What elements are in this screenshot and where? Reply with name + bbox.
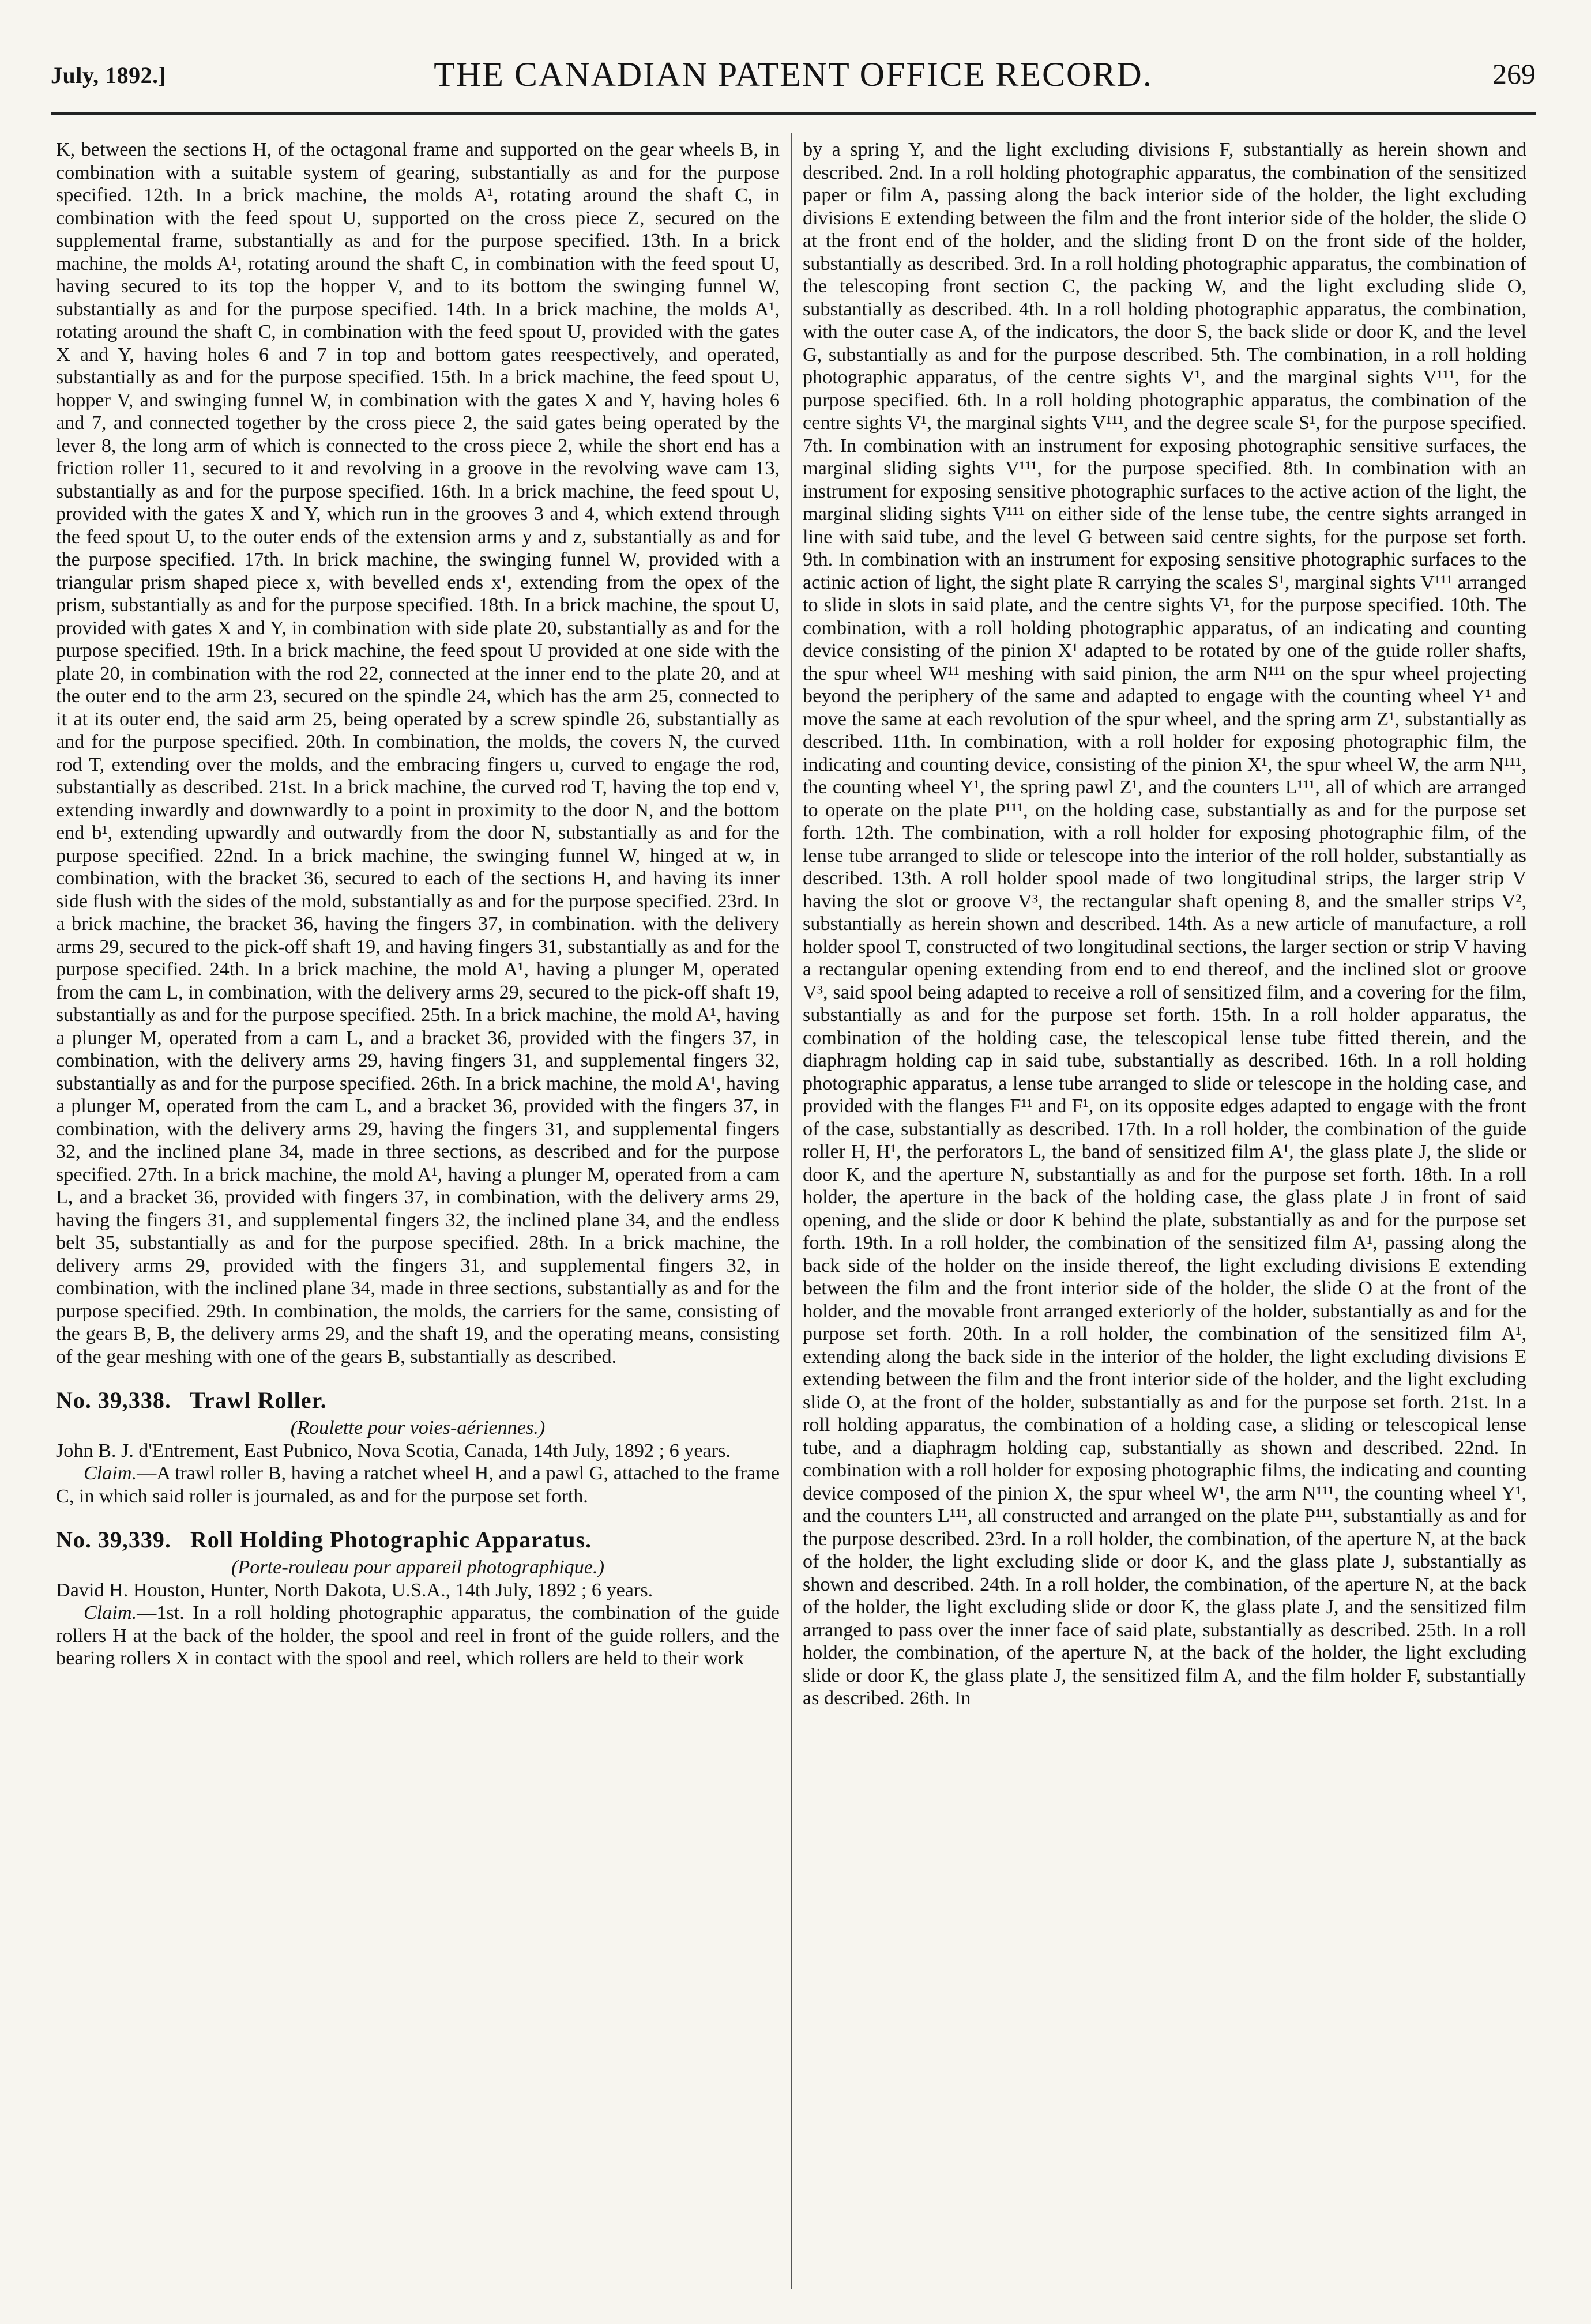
patent-inventor: John B. J. d'Entrement, East Pubnico, Nova Scotia, Canada, 14th July, 1892 ; 6 years. [56,1440,731,1462]
patent-title: Roll Holding Photographic Apparatus. [190,1527,592,1553]
header-rule [51,112,1536,115]
patent-number: No. 39,339. [56,1527,171,1553]
patent-title: Trawl Roller. [190,1387,327,1413]
column-divider [791,133,792,2289]
journal-title: THE CANADIAN PATENT OFFICE RECORD. [434,55,1153,93]
claim-lead: Claim. [84,1602,137,1624]
patent-french-title: (Roulette pour voies-aériennes.) [290,1417,546,1438]
issue-date: July, 1892.] [51,62,167,88]
patent-inventor: David H. Houston, Hunter, North Dakota, U.S.A., 14th July, 1892 ; 6 years. [56,1579,653,1601]
claims-continuation: K, between the sections H, of the octagonal frame and supported on the gear wheels B, in combination with a suitable system of gearing, substantially as and for the purpose specified. 12th. In a brick machine, the molds A¹, rotating around the shaft C, in combination with the feed spout U, supported on the cross piece Z, secured on the supplemental frame, substantially as and for the purpose specified. 13th. In a brick machine, the molds A¹, rotating around the shaft C, in combination with the feed spout U, having secured to its top the hopper V, and to its bottom the swinging funnel W, substantially as and for the purpose specified. 14th. In a brick machine, the molds A¹, rotating around the shaft C, in combination with the feed spout U, provided with the gates X and Y, having holes 6 and 7 in top and bottom gates reespectively, and operated, substantially as and for the purpose specified. 15th. In a brick machine, the feed spout U, hopper V, and swinging funnel W, in combination with the gates X and Y, having holes 6 and 7, and connected together by the cross piece 2, the said gates being operated by the lever 8, the long arm of which is connected to the cross piece 2, while the short end has a friction roller 11, secured to it and revolving in a groove in the revolving wave cam 13, substantially as and for the purpose specified. 16th. In a brick machine, the feed spout U, provided with the gates X and Y, which run in the grooves 3 and 4, which extend through the feed spout U, to the outer ends of the extension arms y and z, substantially as and for the purpose specified. 17th. In brick machine, the swinging funnel W, provided with a triangular prism shaped piece x, with bevelled ends x¹, extending from the opex of the prism, substantially as and for the purpose specified. 18th. In a brick machine, the spout U, provided with gates X and Y, in combination with side plate 20, substantially as and for the purpose specified. 19th. In a brick machine, the feed spout U provided at one side with the plate 20, in combination with the rod 22, connected at the inner end to the plate 20, and at the outer end to the arm 23, secured on the spindle 24, which has the arm 25, connected to it at its outer end, the said arm 25, being operated by a screw spindle 26, substantially as and for the purpose specified. 20th. In combination, the molds, the covers N, the curved rod T, extending over the molds, and the embracing fingers u, curved to engage the rod, substantially as described. 21st. In a brick machine, the curved rod T, having the top end v, extending inwardly and downwardly to a point in proximity to the door N, and the bottom end b¹, extending upwardly and outwardly from the door N, substantially as and for the purpose specified. 22nd. In a brick machine, the swinging funnel W, hinged at w, in combination, with the bracket 36, secured to each of the sections H, and having its inner side flush with the sides of the mold, substantially as and for the purpose specified. 23rd. In a brick machine, the bracket 36, having the fingers 37, in combination. with the delivery arms 29, secured to the pick-off shaft 19, and having fingers 31, substantially as and for the purpose specified. 24th. In a brick machine, the mold A¹, having a plunger M, operated from the cam L, in combination, with the delivery arms 29, secured to the pick-off shaft 19, substantially as and for the purpose specified. 25th. In a brick machine, the mold A¹, having a plunger M, operated from a cam L, and a bracket 36, provided with the fingers 37, in combination, with the delivery arms 29, having fingers 31, and supplemental fingers 32, substantially as and for the purpose specified. 26th. In a brick machine, the mold A¹, having a plunger M, operated from the cam L, and a bracket 36, provided with the fingers 37, in combination, with the delivery arms 29, having the fingers 31, and supplemental fingers 32, and the inclined plane 34, made in three sections, as described and for the purpose specified. 27th. In a brick machine, the mold A¹, having a plunger M, operated from a cam L, and a bracket 36, provided with fingers 37, in combination, with the delivery arms 29, having the fingers 31, and supplemental fingers 32, the inclined plane 34, and the endless belt 35, substantially as and for the purpose specified. 28th. In a brick machine, the delivery arms 29, provided with the fingers 31, and supplemental fingers 32, in combination, with the inclined plane 34, made in three sections, substantially as and for the purpose specified. 29th. In combination, the molds, the carriers for the same, consisting of the gears B, B, the delivery arms 29, and the shaft 19, and the operating means, consisting of the gear meshing with one of the gears B, substantially as described. [56,139,780,1368]
left-column [56,138,780,1670]
page-number: 269 [1492,58,1536,90]
claim-lead: Claim. [84,1463,137,1484]
claim-text: —A trawl roller B, having a ratchet wheel H, and a pawl G, attached to the frame C, in which said roller is journaled, as and for the purpose set forth. [56,1463,780,1507]
patent-claim [56,1462,780,1508]
claim-text: —1st. In a roll holding photographic apparatus, the combination of the guide rollers H at the back of the holder, the spool and reel in front of the guide rollers, and the bearing rollers X in contact with the spool and reel, which rollers are held to their work [56,1602,780,1669]
patent-number: No. 39,338. [56,1387,171,1413]
claims-continued: by a spring Y, and the light excluding divisions F, substantially as herein shown and described. 2nd. In a roll holding photographic apparatus, the combination of the sensitized paper or film A, passing along the back interior side of the holder, the light excluding divisions E extending between the film and the front interior side of the holder, the slide O at the front end of the holder, and the sliding front D on the front side of the holder, substantially as described. 3rd. In a roll holding photographic apparatus, the combination of the telescoping front section C, the packing W, and the light excluding slide O, substantially as described. 4th. In a roll holding photographic apparatus, the combination, with the outer case A, of the indicators, the door S, the back slide or door K, and the level G, substantially as and for the purpose described. 5th. The combination, in a roll holding photographic apparatus, of the centre sights V¹, and the marginal sights V¹¹¹, for the purpose specified. 6th. In a roll holding photographic apparatus, the combination of the centre sights V¹, the marginal sights V¹¹¹, and the degree scale S¹, for the purpose specified. 7th. In combination with an instrument for exposing photographic sensitive surfaces, the marginal sliding sights V¹¹¹, for the purpose specified. 8th. In combination with an instrument for exposing sensitive photographic surfaces to the active action of the light, the marginal sliding sights V¹¹¹ on either side of the lense tube, the centre sights arranged in line with said tube, and the level G between said centre sights, for the purpose set forth. 9th. In combination with an instrument for exposing sensitive photographic surfaces to the actinic action of light, the sight plate R carrying the scales S¹, marginal sights V¹¹¹ arranged to slide in slots in said plate, and the centre sights V¹, for the purpose specified. 10th. The combination, with a roll holding photographic apparatus, of an indicating and counting device consisting of the pinion X¹ adapted to be rotated by one of the guide roller shafts, the spur wheel W¹¹ meshing with said pinion, the arm N¹¹¹ on the spur wheel projecting beyond the periphery of the same and adapted to engage with the counting wheel Y¹ and move the same at each revolution of the spur wheel, and the spring arm Z¹, substantially as described. 11th. In combination, with a roll holder for exposing photographic film, the indicating and counting device, consisting of the pinion X¹, the spur wheel W, the arm N¹¹¹, the counting wheel Y¹, the spring pawl Z¹, and the counters L¹¹¹, all of which are arranged to operate on the plate P¹¹¹, on the holding case, substantially as and for the purpose set forth. 12th. The combination, with a roll holder for exposing photographic film, of the lense tube arranged to slide or telescope into the interior of the roll holder, substantially as described. 13th. A roll holder spool made of two longitudinal strips, the larger strip V having the slot or groove V³, the rectangular shaft opening 8, and the smaller strips V², substantially as herein shown and described. 14th. As a new article of manufacture, a roll holder spool T, constructed of two longitudinal sections, the larger section or strip V having a rectangular opening extending from end to end thereof, and the inclined slot or groove V³, said spool being adapted to receive a roll of sensitized film, and a covering for the film, substantially as and for the purpose set forth. 15th. In a roll holder apparatus, the combination of the holding case, the telescopical lense tube fitted therein, and the diaphragm holding cap in said tube, substantially as described. 16th. In a roll holding photographic apparatus, a lense tube arranged to slide or telescope in the holding case, and provided with the flanges F¹¹ and F¹, on its opposite edges adapted to engage with the front of the case, substantially as described. 17th. In a roll holder, the combination of the guide roller H, H¹, the perforators L, the band of sensitized film A¹, the glass plate J, the slide or door K, and the aperture N, substantially as and for the purpose set forth. 18th. In a roll holder, the aperture in the back of the holding case, the glass plate J in front of said opening, and the slide or door K behind the plate, substantially as and for the purpose set forth. 19th. In a roll holder, the combination of the sensitized film A¹, passing along the back side of the holder on the inside thereof, the light excluding divisions E extending between the film and the front interior side of the holder, the slide O at the front of the holder, and the movable front arranged exteriorly of the holder, substantially as and for the purpose set forth. 20th. In a roll holder, the combination of the sensitized film A¹, extending along the back side in the interior of the holder, the light excluding divisions E extending between the film and the front interior side of the holder, and the light excluding slide O, at the front of the holder, substantially as and for the purpose set forth. 21st. In a roll holding apparatus, the combination of a holding case, a sliding or telescopical lense tube, and a diaphragm holding cap, substantially as shown and described. 22nd. In combination with a roll holder for exposing photographic films, the indicating and counting device composed of the pinion X, the spur wheel W¹, the arm N¹¹¹, the counting wheel Y¹, and the counters L¹¹¹, all constructed and arranged on the plate P¹¹¹, substantially as and for the purpose described. 23rd. In a roll holder, the combination, of the aperture N, at the back of the holder, the light excluding slide or door K, and the glass plate J, substantially as shown and described. 24th. In a roll holder, the combination, of the aperture N, at the back of the holder, the light excluding slide or door K, the glass plate J, and the sensitized film arranged to pass over the inner face of said plate, substantially as described. 25th. In a roll holder, the combination, of the aperture N, at the back of the holder, the light excluding slide or door K, the glass plate J, the sensitized film A, and the film holder F, substantially as described. 26th. In [803,139,1526,1709]
patent-french-title: (Porte-rouleau pour appareil photographique.) [231,1557,604,1578]
page-header [51,55,1536,95]
patent-claim [56,1602,780,1670]
patent-heading-39339 [56,1527,780,1553]
patent-heading-39338 [56,1388,780,1413]
right-column [803,138,1526,1710]
